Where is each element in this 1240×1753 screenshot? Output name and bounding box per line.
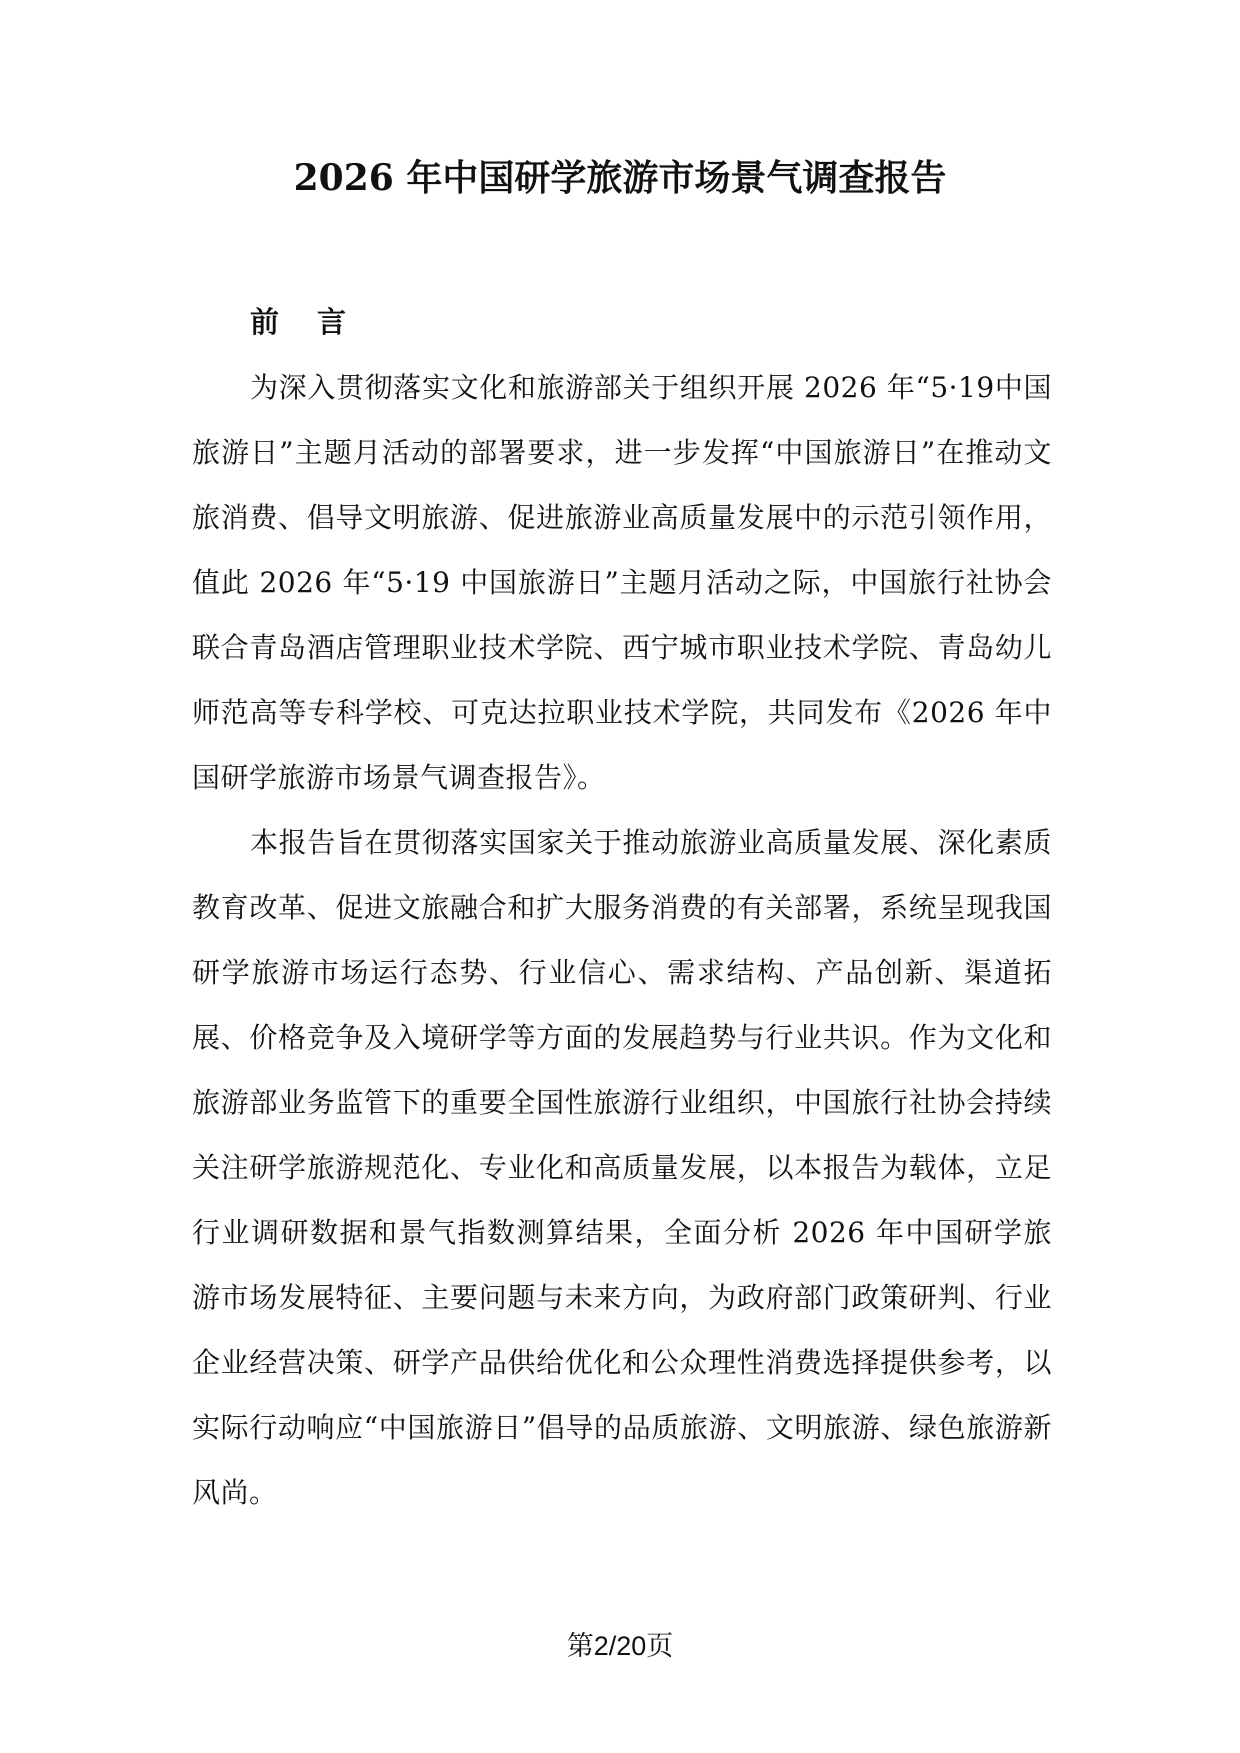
paragraph-1: 为深入贯彻落实文化和旅游部关于组织开展 2026 年“5·19中国旅游日”主题月活动的部署要求，进一步发挥“中国旅游日”在推动文旅消费、倡导文明旅游、促进旅游业高质量发展中的示范引领作用，值此 2026 年“5·19 中国旅游日”主题月活动之际，中国旅行社协会联合青岛酒店管理职业技术学院、西宁城市职业技术学院、青岛幼儿师范高等专科学校、可克达拉职业技术学院，共同发布《2026 年中国研学旅游市场景气调查报告》。	[192, 371, 1052, 794]
document-body	[192, 290, 1052, 1525]
section-heading-char-1: 前	[250, 305, 280, 339]
paragraph-2: 本报告旨在贯彻落实国家关于推动旅游业高质量发展、深化素质教育改革、促进文旅融合和扩大服务消费的有关部署，系统呈现我国研学旅游市场运行态势、行业信心、需求结构、产品创新、渠道拓展、价格竞争及入境研学等方面的发展趋势与行业共识。作为文化和旅游部业务监管下的重要全国性旅游行业组织，中国旅行社协会持续关注研学旅游规范化、专业化和高质量发展，以本报告为载体，立足行业调研数据和景气指数测算结果，全面分析 2026 年中国研学旅游市场发展特征、主要问题与未来方向，为政府部门政策研判、行业企业经营决策、研学产品供给优化和公众理性消费选择提供参考，以实际行动响应“中国旅游日”倡导的品质旅游、文明旅游、绿色旅游新风尚。	[192, 826, 1052, 1509]
page-number: 第2/20页	[566, 1631, 674, 1661]
document-title: 2026 年中国研学旅游市场景气调查报告	[293, 157, 947, 199]
section-heading-char-2: 言	[317, 305, 347, 339]
section-heading-preface	[192, 290, 1052, 355]
